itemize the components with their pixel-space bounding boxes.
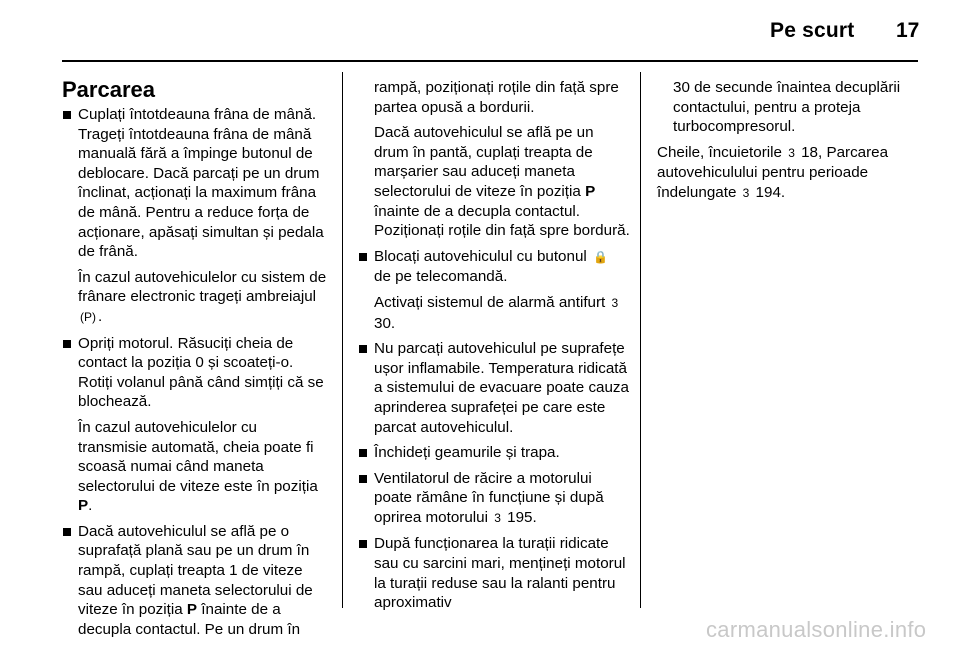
item-text-part: Blocați autovehiculul cu butonul	[374, 247, 587, 265]
crossref-text: 18, Parcarea autovehiculului pentru perioade îndelungate	[657, 143, 889, 201]
page-ref: 195.	[507, 508, 537, 526]
item-subtext	[78, 268, 330, 328]
crossref-text: Cheile, încuietorile	[657, 143, 782, 161]
page-ref-icon: 3	[494, 510, 501, 525]
page-ref-icon: 3	[788, 145, 795, 160]
column-divider-2	[640, 72, 641, 608]
item-text-end: înainte de a decupla contactul. Pe un drum în	[78, 601, 301, 638]
page-header	[0, 0, 960, 62]
list-item	[358, 339, 630, 437]
item-subtext	[78, 418, 330, 516]
list-item-continued	[358, 78, 630, 241]
item-text	[374, 247, 630, 287]
column-2	[358, 78, 630, 619]
item-text: 30 de secunde înaintea decuplării contactului, pentru a proteja turbocompresorul.	[673, 79, 901, 136]
item-subtext	[374, 123, 630, 241]
item-text: Cuplați întotdeauna frâna de mână. Trageți întotdeauna frâna de mână manuală fără a împinge butonul de deblocare. Dacă parcați pe un drum înclinat, acționați la maximum frâna de mână. Pentru a reduce forța de acționare, apăsați simultan și pedala de frână.	[78, 106, 324, 261]
lock-icon: 🔒	[593, 249, 608, 264]
crossref-text: 194.	[755, 183, 786, 201]
column-divider-1	[342, 72, 343, 608]
watermark: carmanualsonline.info	[706, 617, 927, 642]
list-item	[62, 522, 330, 640]
cross-reference-paragraph	[657, 143, 919, 204]
item-text: rampă, poziționați roțile din față spre partea opusă a bordurii.	[374, 79, 619, 116]
item-text: După funcționarea la turații ridicate sau cu sarcini mari, mențineți motorul la turații reduse sau la ralanti pentru aproximativ	[374, 535, 626, 612]
item-text	[78, 522, 330, 640]
gear-p-label: P	[186, 601, 198, 619]
subtext-part: În cazul autovehiculelor cu sistem de frânare electronic trageți ambreiajul	[78, 268, 327, 306]
header-divider	[62, 60, 918, 62]
item-text-part: Ventilatorul de răcire a motorului poate rămâne în funcțiune și după oprirea motorului	[374, 469, 604, 526]
page-ref-icon: 3	[742, 185, 750, 200]
subtext-part: Dacă autovehiculul se află pe un drum în pantă, cuplați treapta de marșarier sau aduceți maneta selectorului de viteze în poziția	[374, 124, 594, 200]
subtext-part: Activați sistemul de alarmă antifurt	[374, 293, 606, 311]
item-text: Opriți motorul. Răsuciți cheia de contact la poziția 0 și scoateți-o. Rotiți volanul până când simțiți că se blochează.	[78, 334, 324, 411]
item-text-part: Dacă autovehiculul se află pe o suprafață plană sau pe un drum în rampă, cuplați treapta 1 de viteze sau aduceți maneta selectorului de viteze în poziția	[78, 522, 313, 619]
page-ref: 30.	[374, 314, 396, 332]
item-text: Închideți geamurile și trapa.	[374, 444, 560, 462]
gear-p-label: P	[585, 182, 596, 200]
parking-list-continued	[358, 78, 630, 613]
page-number: 17	[896, 19, 920, 42]
subtext-end: .	[98, 307, 103, 325]
list-item	[358, 534, 630, 612]
item-text: Nu parcați autovehiculul pe suprafețe ușor inflamabile. Temperatura ridicată a sistemului de evacuare poate cauza aprinderea suprafeței pe care este parcat autovehiculul.	[374, 340, 629, 436]
parking-list	[62, 105, 330, 639]
item-text-end: de pe telecomandă.	[374, 268, 508, 286]
page-ref-icon: 3	[611, 295, 619, 310]
header-title: Pe scurt	[770, 19, 855, 42]
column-1	[62, 78, 330, 645]
parking-brake-icon: (P)	[80, 309, 96, 324]
item-text	[374, 469, 630, 529]
list-item	[358, 443, 630, 463]
list-item	[358, 469, 630, 529]
parking-list-continued-2	[657, 78, 919, 137]
column-3	[657, 78, 919, 210]
list-item	[62, 334, 330, 516]
section-title: Parcarea	[62, 77, 155, 102]
list-item	[62, 105, 330, 328]
subtext-part: În cazul autovehiculelor cu transmisie automată, cheia poate fi scoasă numai când maneta selectorului de viteze este în poziția	[78, 418, 318, 495]
subtext-end: .	[88, 497, 93, 515]
list-item	[358, 247, 630, 333]
item-subtext	[374, 293, 630, 333]
list-item-continued	[657, 78, 919, 137]
gear-p-label: P	[78, 497, 89, 515]
subtext-end: înainte de a decupla contactul. Poziționați roțile din față spre bordură.	[374, 202, 630, 240]
